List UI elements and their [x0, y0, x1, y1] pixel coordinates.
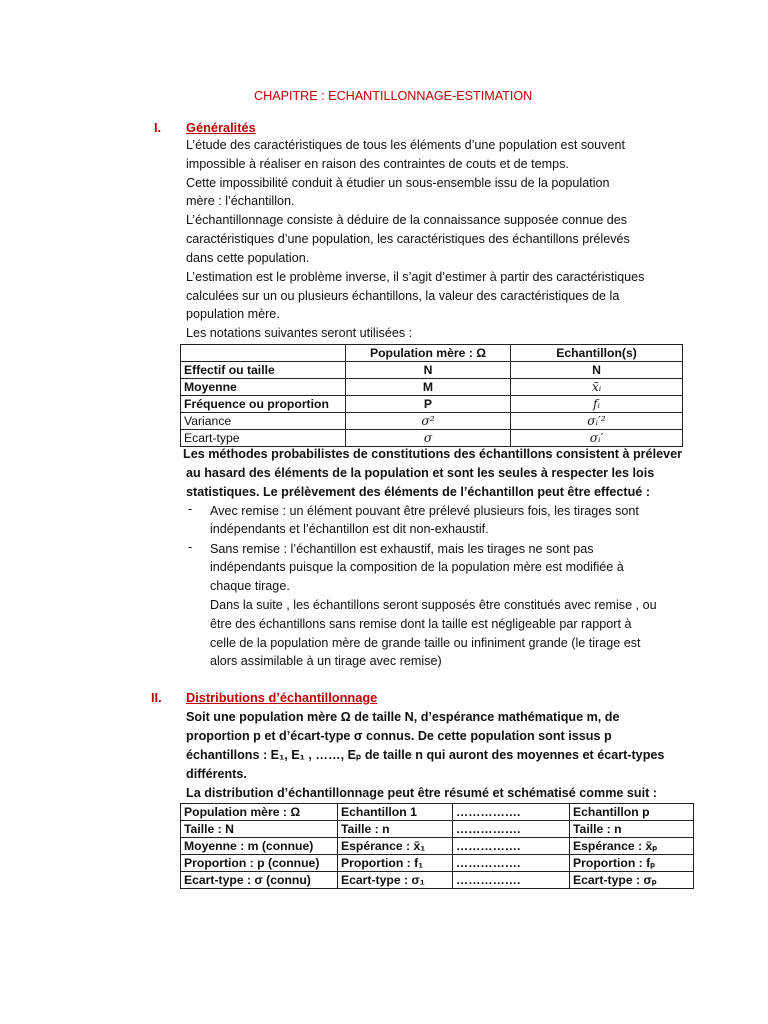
table-cell	[511, 379, 683, 396]
table-cell: Moyenne	[181, 379, 346, 396]
table-cell: Moyenne : m (connue)	[181, 838, 338, 855]
table-row	[181, 396, 683, 413]
sampling-table	[180, 803, 694, 889]
paragraph-line: échantillons : E₁, E₁ , ……, Eₚ de taille n qui auront des moyennes et écart-types	[186, 748, 665, 762]
table-row	[181, 821, 694, 838]
bullet-line: être des échantillons sans remise dont la taille est négligeable par rapport à	[210, 617, 632, 631]
math-symbol: σ²	[421, 414, 435, 428]
bullet-line: indépendants puisque la composition de la population mère est modifiée à	[210, 560, 624, 574]
table-cell: Taille : n	[338, 821, 453, 838]
table-cell: Variance	[181, 413, 346, 430]
bullet-marker: -	[188, 540, 193, 554]
table-cell	[511, 413, 683, 430]
section-2-number: II.	[151, 690, 162, 705]
paragraph-line: Soit une population mère Ω de taille N, d’espérance mathématique m, de	[186, 710, 620, 724]
table-cell	[346, 413, 511, 430]
table-cell	[511, 396, 683, 413]
table-cell: Population mère : Ω	[181, 804, 338, 821]
math-symbol: fᵢ	[593, 397, 600, 411]
table-cell: Proportion : f₁	[338, 855, 453, 872]
table-cell	[511, 430, 683, 447]
paragraph-line: caractéristiques d’une population, les caractéristiques des échantillons prélevés	[186, 232, 630, 246]
math-symbol: σᵢ′	[589, 431, 604, 445]
section-2-heading: Distributions d’échantillonnage	[186, 690, 378, 705]
bullet-line: Avec remise : un élément pouvant être prélevé plusieurs fois, les tirages sont	[210, 504, 639, 518]
table-cell: N	[346, 362, 511, 379]
table-cell: Taille : n	[570, 821, 694, 838]
paragraph-line: population mère.	[186, 307, 280, 321]
table-row	[181, 855, 694, 872]
table-row	[181, 804, 694, 821]
table-cell: M	[346, 379, 511, 396]
table-cell: Fréquence ou proportion	[181, 396, 346, 413]
table-cell: …………….	[453, 838, 570, 855]
table-row	[181, 379, 683, 396]
section-1-heading: Généralités	[186, 120, 256, 135]
table-row	[181, 362, 683, 379]
table-cell: …………….	[453, 821, 570, 838]
table-row	[181, 430, 683, 447]
paragraph-line: L’étude des caractéristiques de tous les éléments d’une population est souvent	[186, 138, 625, 152]
paragraph-line: impossible à réaliser en raison des contraintes de couts et de temps.	[186, 157, 569, 171]
chapter-title: CHAPITRE : ECHANTILLONNAGE-ESTIMATION	[254, 89, 533, 103]
table-cell: Ecart-type : σ (connu)	[181, 872, 338, 889]
paragraph-line: Cette impossibilité conduit à étudier un sous-ensemble issu de la population	[186, 176, 610, 190]
paragraph-line: mère : l’échantillon.	[186, 194, 295, 208]
table-cell: …………….	[453, 872, 570, 889]
paragraph-line: au hasard des éléments de la population et sont les seules à respecter les lois	[186, 466, 655, 480]
paragraph-line: dans cette population.	[186, 251, 310, 265]
paragraph-line: L’estimation est le problème inverse, il s’agit d’estimer à partir des caractéristiques	[186, 270, 645, 284]
table-cell: Espérance : x̄ₚ	[570, 838, 694, 855]
paragraph-line: différents.	[186, 767, 247, 781]
table-row	[181, 413, 683, 430]
bullet-marker: -	[188, 502, 193, 516]
paragraph-line: La distribution d’échantillonnage peut être résumé et schématisé comme suit :	[186, 786, 657, 800]
table-cell: N	[511, 362, 683, 379]
bullet-line: chaque tirage.	[210, 579, 290, 593]
bullet-line: Dans la suite , les échantillons seront supposés être constitués avec remise , ou	[210, 598, 657, 612]
paragraph-line: L’échantillonnage consiste à déduire de la connaissance supposée connue des	[186, 213, 628, 227]
table-header-cell: Echantillon(s)	[511, 345, 683, 362]
paragraph-line: calculées sur un ou plusieurs échantillons, la valeur des caractéristiques de la	[186, 289, 620, 303]
math-symbol: σᵢ′²	[587, 414, 606, 428]
bullet-line: indépendants et l’échantillon est dit non-exhaustif.	[210, 522, 489, 536]
bullet-line: Sans remise : l’échantillon est exhaustif, mais les tirages ne sont pas	[210, 542, 594, 556]
table-cell: Ecart-type	[181, 430, 346, 447]
notation-table	[180, 344, 683, 447]
paragraph-line: Les méthodes probabilistes de constitutions des échantillons consistent à prélever	[183, 447, 682, 461]
table-cell: Echantillon p	[570, 804, 694, 821]
table-cell: …………….	[453, 804, 570, 821]
bullet-line: alors assimilable à un tirage avec remise)	[210, 654, 442, 668]
table-header-cell: Population mère : Ω	[346, 345, 511, 362]
bullet-line: celle de la population mère de grande taille ou infiniment grande (le tirage est	[210, 636, 641, 650]
section-1-number: I.	[154, 120, 162, 135]
table-row	[181, 838, 694, 855]
table-cell: Ecart-type : σ₁	[338, 872, 453, 889]
table-cell	[181, 345, 346, 362]
table-cell: Taille : N	[181, 821, 338, 838]
paragraph-line: Les notations suivantes seront utilisées :	[186, 326, 413, 340]
math-symbol: σ	[423, 431, 433, 445]
paragraph-line: proportion p et d’écart-type σ connus. De cette population sont issus p	[186, 729, 612, 743]
table-cell	[346, 430, 511, 447]
table-cell: P	[346, 396, 511, 413]
table-header-row	[181, 345, 683, 362]
table-cell: Echantillon 1	[338, 804, 453, 821]
table-cell: Proportion : fₚ	[570, 855, 694, 872]
table-row	[181, 872, 694, 889]
math-symbol: x̄ᵢ	[591, 380, 602, 394]
table-cell: Espérance : x̄₁	[338, 838, 453, 855]
paragraph-line: statistiques. Le prélèvement des éléments de l’échantillon peut être effectué :	[186, 485, 651, 499]
table-cell: Proportion : p (connue)	[181, 855, 338, 872]
table-cell: Effectif ou taille	[181, 362, 346, 379]
table-cell: Ecart-type : σₚ	[570, 872, 694, 889]
table-cell: …………….	[453, 855, 570, 872]
